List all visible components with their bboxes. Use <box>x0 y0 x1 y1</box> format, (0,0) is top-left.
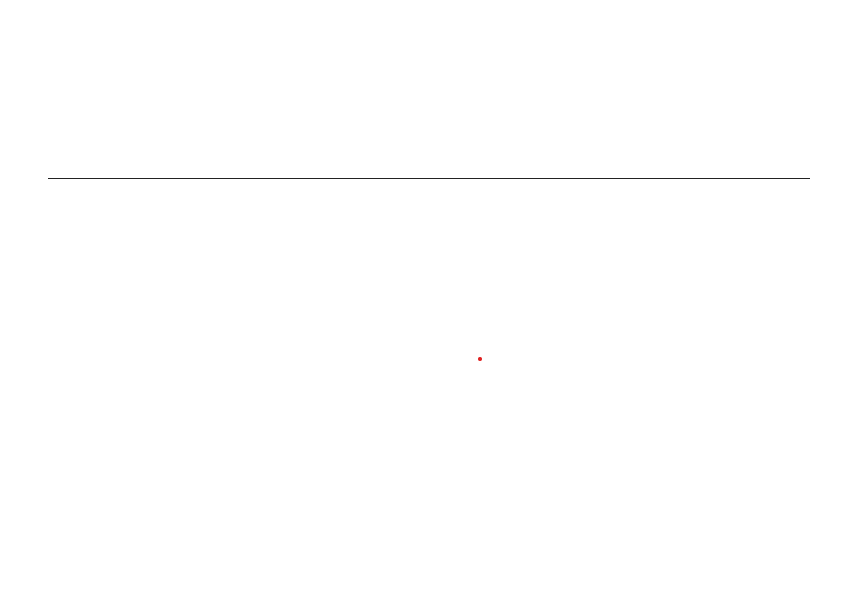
red-dot-mark <box>478 357 482 361</box>
section-divider <box>48 178 810 179</box>
